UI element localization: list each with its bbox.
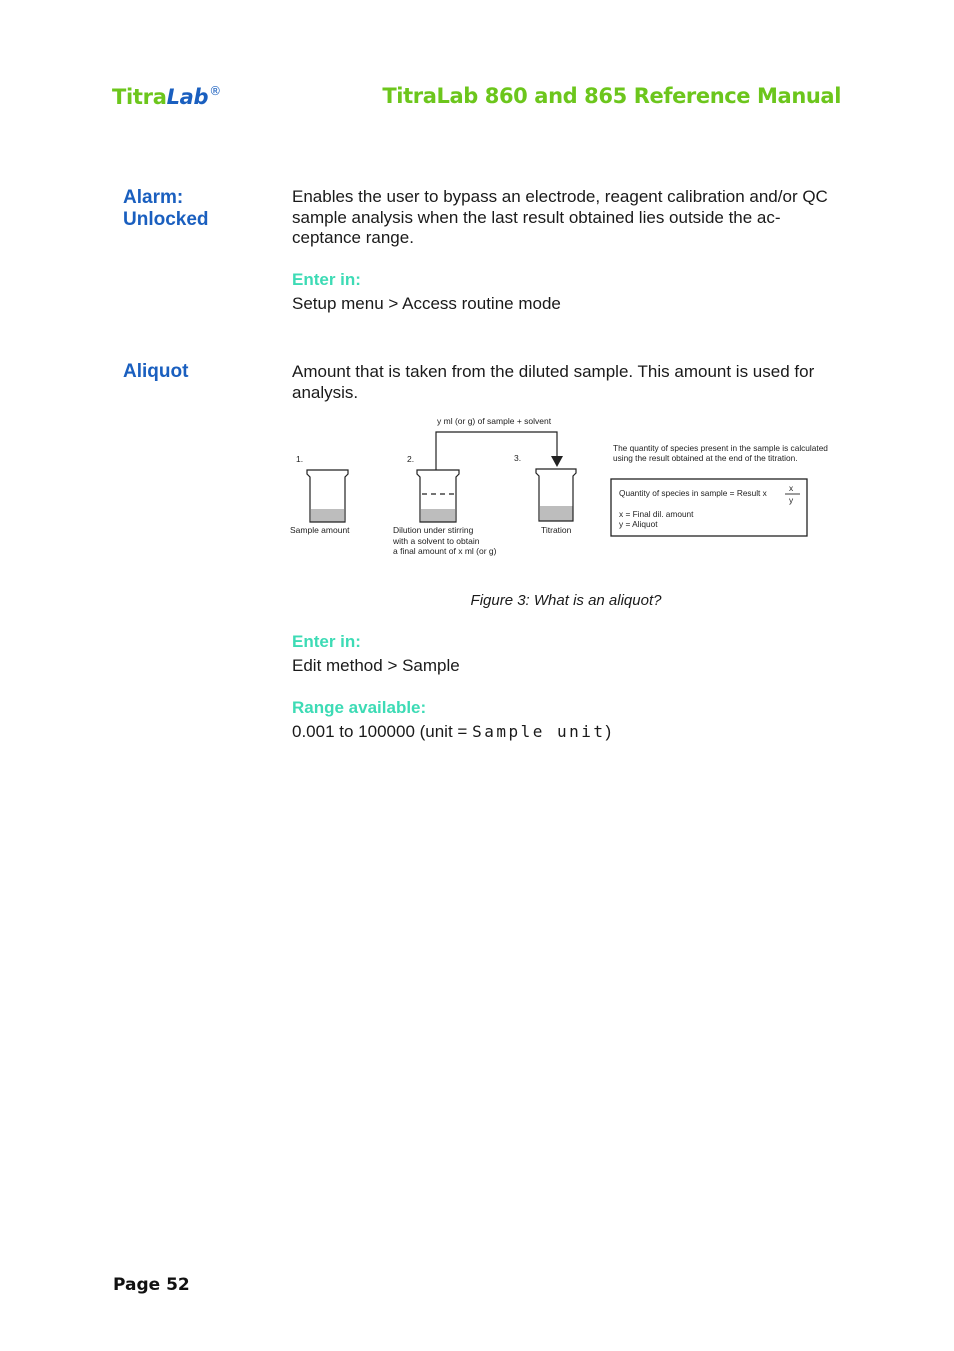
term-line-1: Alarm: xyxy=(123,187,184,208)
formula-text: Quantity of species in sample = Result x xyxy=(619,488,767,498)
legend-x: x = Final dil. amount xyxy=(619,509,694,519)
brand-prefix: Titra xyxy=(112,85,167,109)
range-suffix: ) xyxy=(605,722,612,741)
step-2-label-line-2: with a solvent to obtain xyxy=(393,536,480,546)
term-line-2: Unlocked xyxy=(123,209,209,230)
step-3-label: Titration xyxy=(541,525,572,535)
fraction-numerator: x xyxy=(789,483,794,493)
note-line-2: using the result obtained at the end of the titration. xyxy=(613,453,798,463)
manual-title: TitraLab 860 and 865 Reference Manual xyxy=(382,84,841,108)
fraction-denominator: y xyxy=(789,495,794,505)
aliquot-enter-in-value: Edit method > Sample xyxy=(292,656,460,675)
beaker-2 xyxy=(417,470,459,522)
step-3-number: 3. xyxy=(514,453,522,463)
page-number: Page 52 xyxy=(113,1275,190,1295)
range-unit: Sample unit xyxy=(472,722,606,741)
formula-box xyxy=(611,479,807,536)
note-line-1: The quantity of species present in the sample is calculated xyxy=(613,443,828,453)
step-1-label: Sample amount xyxy=(290,525,350,535)
alarm-description: Enables the user to bypass an electrode, reagent calibration and/or QC sample analysis when the last result obtained lies outside the ac-ceptance range. xyxy=(292,187,828,247)
registered-mark: ® xyxy=(209,84,221,98)
term-aliquot: Aliquot xyxy=(123,361,189,382)
step-2-number: 2. xyxy=(407,454,415,464)
aliquot-enter-in-label: Enter in: xyxy=(292,632,361,651)
arrow-head xyxy=(551,456,563,467)
legend-y: y = Aliquot xyxy=(619,519,658,529)
range-available-label: Range available: xyxy=(292,698,427,717)
transfer-label: y ml (or g) of sample + solvent xyxy=(437,416,552,426)
beaker-3 xyxy=(536,469,576,521)
figure-caption: Figure 3: What is an aliquot? xyxy=(470,592,662,609)
range-prefix: 0.001 to 100000 (unit = xyxy=(292,722,473,741)
beaker-1 xyxy=(307,470,348,522)
step-2-label-line-3: a final amount of x ml (or g) xyxy=(393,546,497,556)
step-2-label-line-1: Dilution under stirring xyxy=(393,525,474,535)
brand-suffix: Lab xyxy=(166,85,209,109)
aliquot-figure xyxy=(0,0,954,600)
alarm-enter-in-value: Setup menu > Access routine mode xyxy=(292,294,561,313)
step-1-number: 1. xyxy=(296,454,304,464)
alarm-enter-in-label: Enter in: xyxy=(292,270,361,289)
transfer-arrow-line xyxy=(436,432,557,470)
range-value xyxy=(292,722,844,743)
aliquot-description: Amount that is taken from the diluted sample. This amount is used for analysis. xyxy=(292,362,815,402)
